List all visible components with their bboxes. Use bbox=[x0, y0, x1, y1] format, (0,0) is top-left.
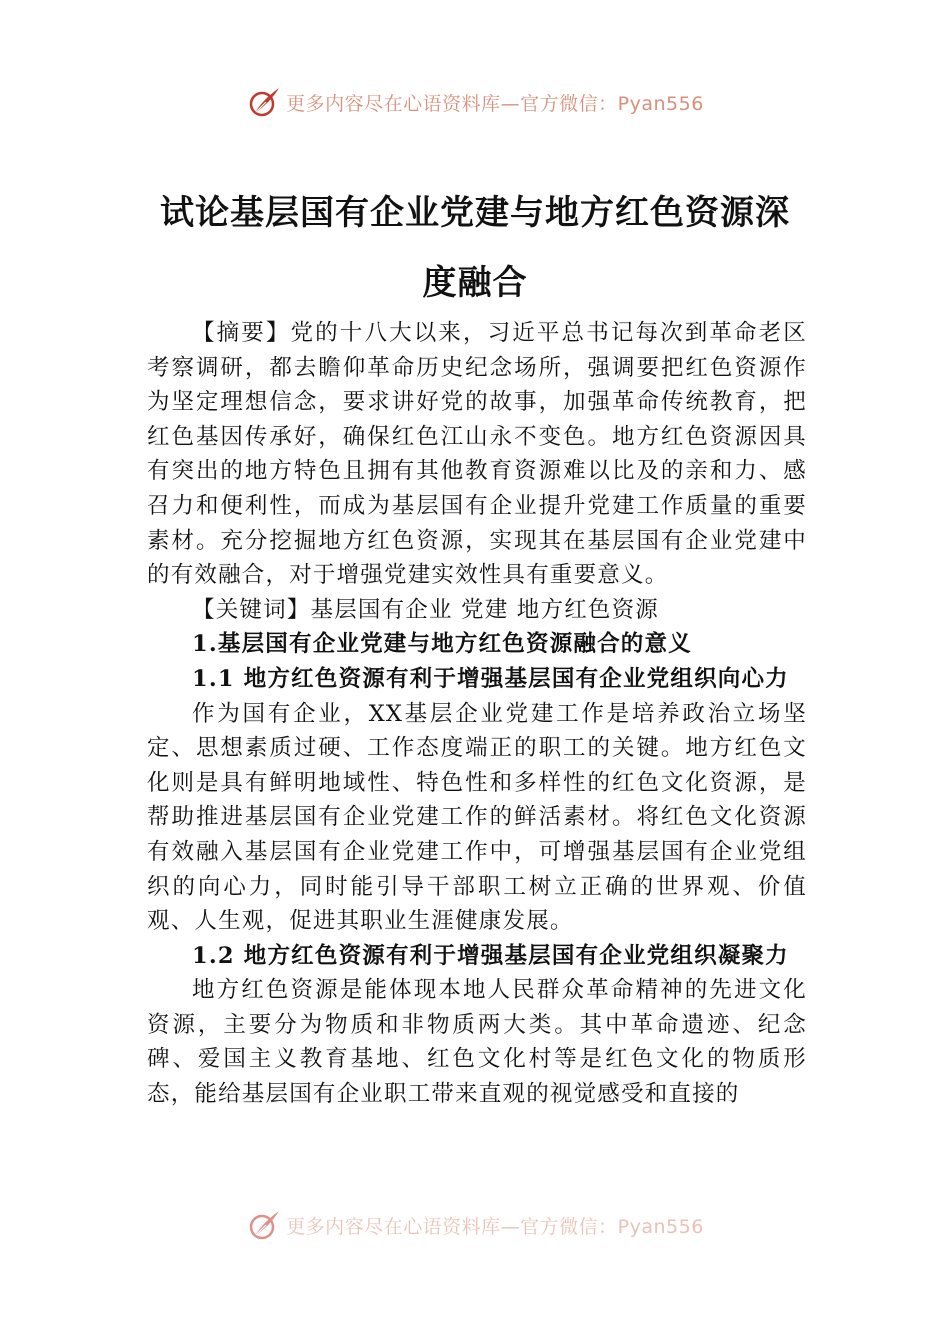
section-1-heading: 1.基层国有企业党建与地方红色资源融合的意义 bbox=[192, 631, 692, 658]
document-body bbox=[147, 316, 807, 1112]
quill-logo-icon bbox=[246, 1207, 282, 1243]
subsection-1-2-paragraph: 地方红色资源是能体现本地人民群众革命精神的先进文化资源，主要分为物质和非物质两大类。其中革命遗迹、纪念碑、爱国主义教育基地、红色文化村等是红色文化的物质形态，能给基层国有企业职工带来直观的视觉感受和直接的 bbox=[147, 977, 807, 1108]
document-title: 试论基层国有企业党建与地方红色资源深度融合 bbox=[160, 193, 790, 303]
abstract-paragraph: 【摘要】党的十八大以来，习近平总书记每次到革命老区考察调研，都去瞻仰革命历史纪念场所，强调要把红色资源作为坚定理想信念，要求讲好党的故事，加强革命传统教育，把红色基因传承好，确保红色江山永不变色。地方红色资源因具有突出的地方特色且拥有其他教育资源难以比及的亲和力、感召力和便利性，而成为基层国有企业提升党建工作质量的重要素材。充分挖掘地方红色资源，实现其在基层国有企业党建中的有效融合，对于增强党建实效性具有重要意义。 bbox=[147, 320, 807, 589]
subsection-1-2-heading: 1.2 地方红色资源有利于增强基层国有企业党组织凝聚力 bbox=[192, 942, 789, 969]
keywords-line: 【关键词】基层国有企业 党建 地方红色资源 bbox=[192, 596, 660, 623]
quill-logo-icon bbox=[246, 84, 282, 120]
subsection-1-1-heading: 1.1 地方红色资源有利于增强基层国有企业党组织向心力 bbox=[192, 665, 789, 692]
header-watermark bbox=[0, 84, 950, 120]
subsection-1-1-paragraph: 作为国有企业，XX基层企业党建工作是培养政治立场坚定、思想素质过硬、工作态度端正的职工的关键。地方红色文化则是具有鲜明地域性、特色性和多样性的红色文化资源，是帮助推进基层国有企业党建工作的鲜活素材。将红色文化资源有效融入基层国有企业党建工作中，可增强基层国有企业党组织的向心力，同时能引导干部职工树立正确的世界观、价值观、人生观，促进其职业生涯健康发展。 bbox=[147, 700, 807, 935]
footer-watermark bbox=[0, 1207, 950, 1243]
watermark-text: 更多内容尽在心语资料库—官方微信：Pyan556 bbox=[286, 92, 704, 115]
watermark-text: 更多内容尽在心语资料库—官方微信：Pyan556 bbox=[286, 1215, 704, 1238]
